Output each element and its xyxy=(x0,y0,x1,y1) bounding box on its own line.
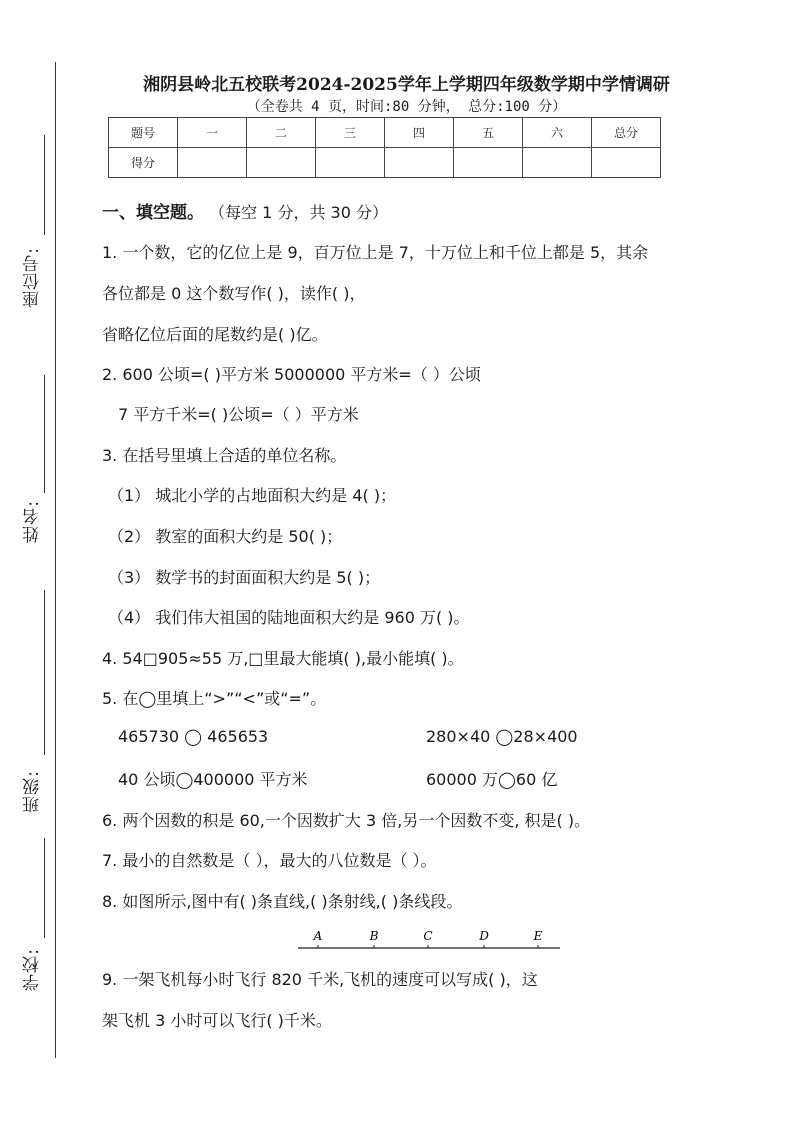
score-header-cell: 四 xyxy=(385,118,454,148)
question-3-item-4: （4） 我们伟大祖国的陆地面积大约是 960 万( )。 xyxy=(108,608,470,627)
question-9-line-2: 架飞机 3 小时可以飞行( )千米。 xyxy=(102,1011,332,1030)
score-cell[interactable] xyxy=(454,148,523,178)
question-3-item-2: （2） 教室的面积大约是 50( )； xyxy=(108,527,343,546)
score-cell[interactable] xyxy=(385,148,454,178)
compare-item-1: 465730 ◯ 465653 xyxy=(118,727,269,746)
seat-label: 座位号: xyxy=(23,247,43,308)
name-label: 姓名: xyxy=(23,500,43,543)
score-cell[interactable] xyxy=(247,148,316,178)
diagram-point-label: B xyxy=(369,929,379,943)
question-6: 6. 两个因数的积是 60,一个因数扩大 3 倍,另一个因数不变, 积是( )。 xyxy=(102,811,591,830)
question-4: 4. 54□905≈55 万,□里最大能填( ),最小能填( )。 xyxy=(102,649,464,668)
class-line[interactable] xyxy=(44,590,45,755)
score-header-cell: 三 xyxy=(316,118,385,148)
score-cell[interactable] xyxy=(316,148,385,178)
score-header-cell: 题号 xyxy=(109,118,178,148)
school-label: 学校: xyxy=(23,948,43,991)
question-5: 5. 在◯里填上“>”“<”或“=”。 xyxy=(102,689,327,708)
school-field xyxy=(20,838,60,998)
question-1-line-1: 1. 一个数，它的亿位上是 9，百万位上是 7，十万位上和千位上都是 5，其余 xyxy=(102,243,649,262)
school-line[interactable] xyxy=(44,838,45,938)
score-header-cell: 总分 xyxy=(592,118,661,148)
section-heading xyxy=(102,198,388,223)
class-label: 班级: xyxy=(23,770,43,813)
question-2-line-2: 7 平方千米=( )公顷=（ ）平方米 xyxy=(118,405,359,424)
question-1-line-2: 各位都是 0 这个数写作( )，读作( )， xyxy=(102,284,366,303)
question-5-row-1 xyxy=(118,727,678,746)
score-cell[interactable] xyxy=(592,148,661,178)
diagram-point-label: A xyxy=(313,929,323,943)
diagram-point-label: D xyxy=(479,929,489,943)
compare-item-2: 280×40 ◯28×400 xyxy=(426,727,578,746)
compare-item-4: 60000 万◯60 亿 xyxy=(426,770,558,789)
question-9-line-1: 9. 一架飞机每小时飞行 820 千米,飞机的速度可以写成( )，这 xyxy=(102,970,538,989)
score-header-cell: 五 xyxy=(454,118,523,148)
question-1-line-3: 省略亿位后面的尾数约是( )亿。 xyxy=(102,325,328,344)
question-8: 8. 如图所示,图中有( )条直线,( )条射线,( )条线段。 xyxy=(102,892,463,911)
section-note: （每空 1 分，共 30 分） xyxy=(209,203,388,222)
section-title: 一、填空题。 xyxy=(102,203,204,223)
line-diagram xyxy=(298,926,560,954)
compare-item-3: 40 公顷◯400000 平方米 xyxy=(118,770,308,789)
score-header-cell: 一 xyxy=(178,118,247,148)
score-table-score-row xyxy=(109,148,661,178)
score-row-label: 得分 xyxy=(109,148,178,178)
name-line[interactable] xyxy=(44,375,45,493)
score-header-cell: 二 xyxy=(247,118,316,148)
diagram-point-label: C xyxy=(423,929,433,943)
exam-subtitle: （全卷共 4 页，时间:80 分钟， 总分:100 分） xyxy=(246,99,567,115)
exam-title: 湘阴县岭北五校联考2024-2025学年上学期四年级数学期中学情调研 xyxy=(143,75,670,95)
seat-line[interactable] xyxy=(44,135,45,235)
question-3-item-3: （3） 数学书的封面面积大约是 5( )； xyxy=(108,568,381,587)
question-2-line-1: 2. 600 公顷=( )平方米 5000000 平方米=（ ）公顷 xyxy=(102,365,481,384)
question-5-row-2 xyxy=(118,767,678,790)
name-field xyxy=(20,375,60,560)
score-header-cell: 六 xyxy=(523,118,592,148)
score-cell[interactable] xyxy=(523,148,592,178)
question-7: 7. 最小的自然数是（ ），最大的八位数是（ ）。 xyxy=(102,851,437,870)
class-field xyxy=(20,590,60,820)
score-table-header-row xyxy=(109,118,661,148)
diagram-point-label: E xyxy=(533,929,543,943)
seat-field xyxy=(20,135,60,315)
question-3: 3. 在括号里填上合适的单位名称。 xyxy=(102,446,347,465)
question-3-item-1: （1） 城北小学的占地面积大约是 4( )； xyxy=(108,486,397,505)
score-table xyxy=(108,117,661,178)
score-cell[interactable] xyxy=(178,148,247,178)
